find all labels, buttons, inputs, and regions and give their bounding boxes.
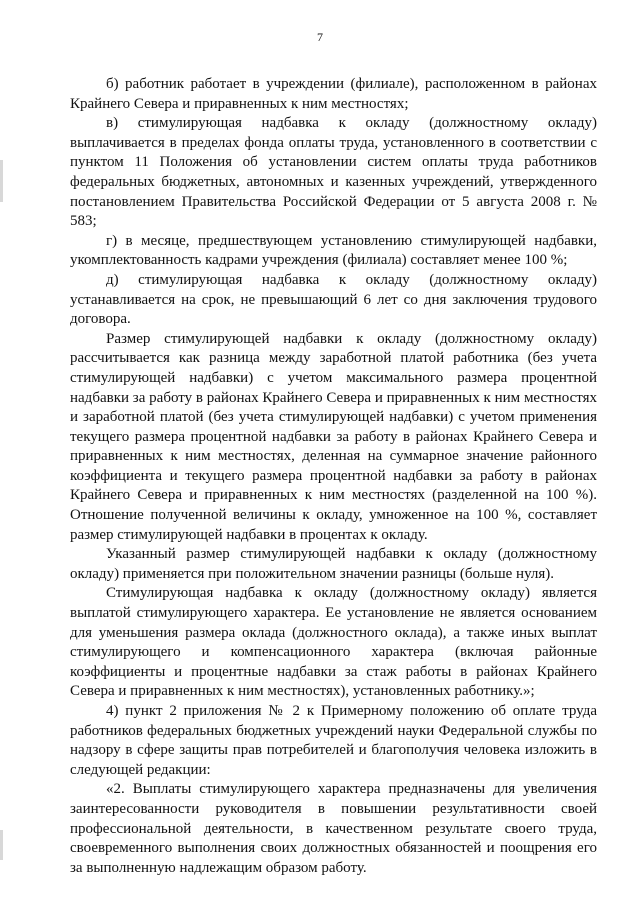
paragraph-item-d: д) стимулирующая надбавка к окладу (должностному окладу) устанавливается на срок, не превышающий 6 лет со дня заключения трудового договора. [70, 271, 597, 328]
paragraph-item-v: в) стимулирующая надбавка к окладу (должностному окладу) выплачивается в пределах фонда оплаты труда, установленного в соответствии с пунктом 11 Положения об установлении систем оплаты труда работников федеральных бюджетных, автономных и казенных учреждений, утвержденного постановлением Правительства Российской Федерации от 5 августа 2008 г. № 583; [70, 115, 597, 230]
scan-edge-mark [0, 830, 3, 860]
paragraph-amendment-4: 4) пункт 2 приложения № 2 к Примерному положению об оплате труда работников федеральных бюджетных учреждений науки Федеральной службы по надзору в сфере защиты прав потребителей и благополучия человека изложить в следующей редакции: [70, 703, 597, 778]
document-body [70, 75, 597, 878]
paragraph-new-point-2: «2. Выплаты стимулирующего характера предназначены для увеличения заинтересованности руководителя в повышении результативности своей профессиональной деятельности, в качественном результате своего труда, своевременного выполнения своих должностных обязанностей и поощрения его за выполненную надлежащим образом работу. [70, 781, 597, 876]
paragraph-incentive-nature: Стимулирующая надбавка к окладу (должностному окладу) является выплатой стимулирующего характера. Ее установление не является основанием для уменьшения размера оклада (должностного оклада), а также иных выплат стимулирующего и компенсационного характера (включая районные коэффициенты и процентные надбавки за стаж работы в районах Крайнего Севера и приравненных к ним местностях), установленных работнику.»; [70, 585, 597, 700]
paragraph-calculation: Размер стимулирующей надбавки к окладу (должностному окладу) рассчитывается как разница между заработной платой работника (без учета стимулирующей надбавки) с учетом максимального размера процентной надбавки за работу в районах Крайнего Севера и приравненных к ним местностях и заработной платой (без учета стимулирующей надбавки) с учетом применения текущего размера процентной надбавки за работу в районах Крайнего Севера и приравненных к ним местностях, деленная на суммарное значение районного коэффициента и текущего размера процентной надбавки за работу в районах Крайнего Севера и приравненных к ним местностях (разделенной на 100 %). Отношение полученной величины к окладу, умноженное на 100 %, составляет размер стимулирующей надбавки в процентах к окладу. [70, 330, 597, 543]
paragraph-item-g: г) в месяце, предшествующем установлению стимулирующей надбавки, укомплектованность кадрами учреждения (филиала) составляет менее 100 %; [70, 232, 597, 269]
paragraph-positive-difference: Указанный размер стимулирующей надбавки к окладу (должностному окладу) применяется при положительном значении разницы (больше нуля). [70, 546, 597, 582]
paragraph-item-b: б) работник работает в учреждении (филиале), расположенном в районах Крайнего Севера и приравненных к ним местностях; [70, 76, 597, 112]
scan-edge-mark [0, 160, 3, 202]
page-number: 7 [317, 30, 323, 44]
